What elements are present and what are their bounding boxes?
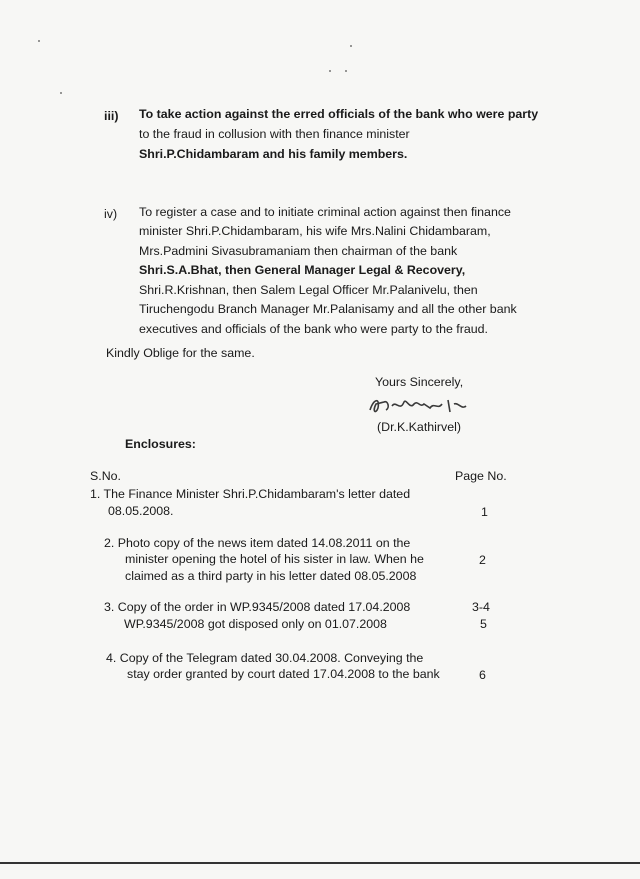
column-sno: S.No. [90, 469, 121, 483]
item-iv-line-3: Mrs.Padmini Sivasubramaniam then chairman of the bank [139, 244, 458, 258]
item-iv-line-4: Shri.S.A.Bhat, then General Manager Legal & Recovery, [139, 263, 466, 277]
enclosures-heading: Enclosures: [125, 437, 196, 451]
enclosure-3-page-a: 3-4 [472, 600, 490, 614]
page-edge-line [0, 862, 640, 864]
item-iv-line-5: Shri.R.Krishnan, then Salem Legal Officer Mr.Palanivelu, then [139, 283, 478, 297]
enclosure-3-page-b: 5 [480, 617, 487, 631]
column-page-no: Page No. [455, 469, 507, 483]
scan-speck [329, 70, 331, 72]
item-iii-line-3: Shri.P.Chidambaram and his family members. [139, 147, 408, 161]
scan-speck [350, 45, 352, 47]
enclosure-2-page: 2 [479, 553, 486, 567]
enclosure-4-line-2: stay order granted by court dated 17.04.2008 to the bank [127, 667, 440, 681]
enclosure-3-line-2: WP.9345/2008 got disposed only on 01.07.2008 [124, 617, 387, 631]
closing-yours: Yours Sincerely, [375, 375, 464, 389]
enclosure-2-line-2: minister opening the hotel of his sister in law. When he [125, 552, 424, 566]
enclosure-2-line-3: claimed as a third party in his letter dated 08.05.2008 [125, 569, 417, 583]
signatory-name: (Dr.K.Kathirvel) [377, 420, 461, 434]
item-iv-line-2: minister Shri.P.Chidambaram, his wife Mrs.Nalini Chidambaram, [139, 224, 491, 238]
closing-oblige: Kindly Oblige for the same. [106, 346, 255, 360]
enclosure-4-page: 6 [479, 668, 486, 682]
item-iv-line-6: Tiruchengodu Branch Manager Mr.Palanisamy and all the other bank [139, 302, 517, 316]
enclosure-1-page: 1 [481, 505, 488, 519]
item-iii-line-1: To take action against the erred officials of the bank who were party [139, 107, 539, 121]
item-iv-marker: iv) [104, 207, 118, 221]
signature [366, 392, 472, 418]
enclosure-1-line-1: 1. The Finance Minister Shri.P.Chidambaram's letter dated [90, 487, 411, 501]
item-iii-marker: iii) [104, 109, 119, 123]
scan-speck [60, 92, 62, 94]
enclosure-2-line-1: 2. Photo copy of the news item dated 14.08.2011 on the [104, 536, 411, 550]
item-iii-line-2: to the fraud in collusion with then finance minister [139, 127, 410, 141]
enclosure-1-line-2: 08.05.2008. [108, 504, 174, 518]
scan-speck [38, 40, 40, 42]
item-iv-line-1: To register a case and to initiate criminal action against then finance [139, 205, 511, 219]
item-iv-line-7: executives and officials of the bank who were party to the fraud. [139, 322, 488, 336]
scan-speck [345, 70, 347, 72]
enclosure-4-line-1: 4. Copy of the Telegram dated 30.04.2008. Conveying the [106, 651, 424, 665]
enclosure-3-line-1: 3. Copy of the order in WP.9345/2008 dated 17.04.2008 [104, 600, 411, 614]
